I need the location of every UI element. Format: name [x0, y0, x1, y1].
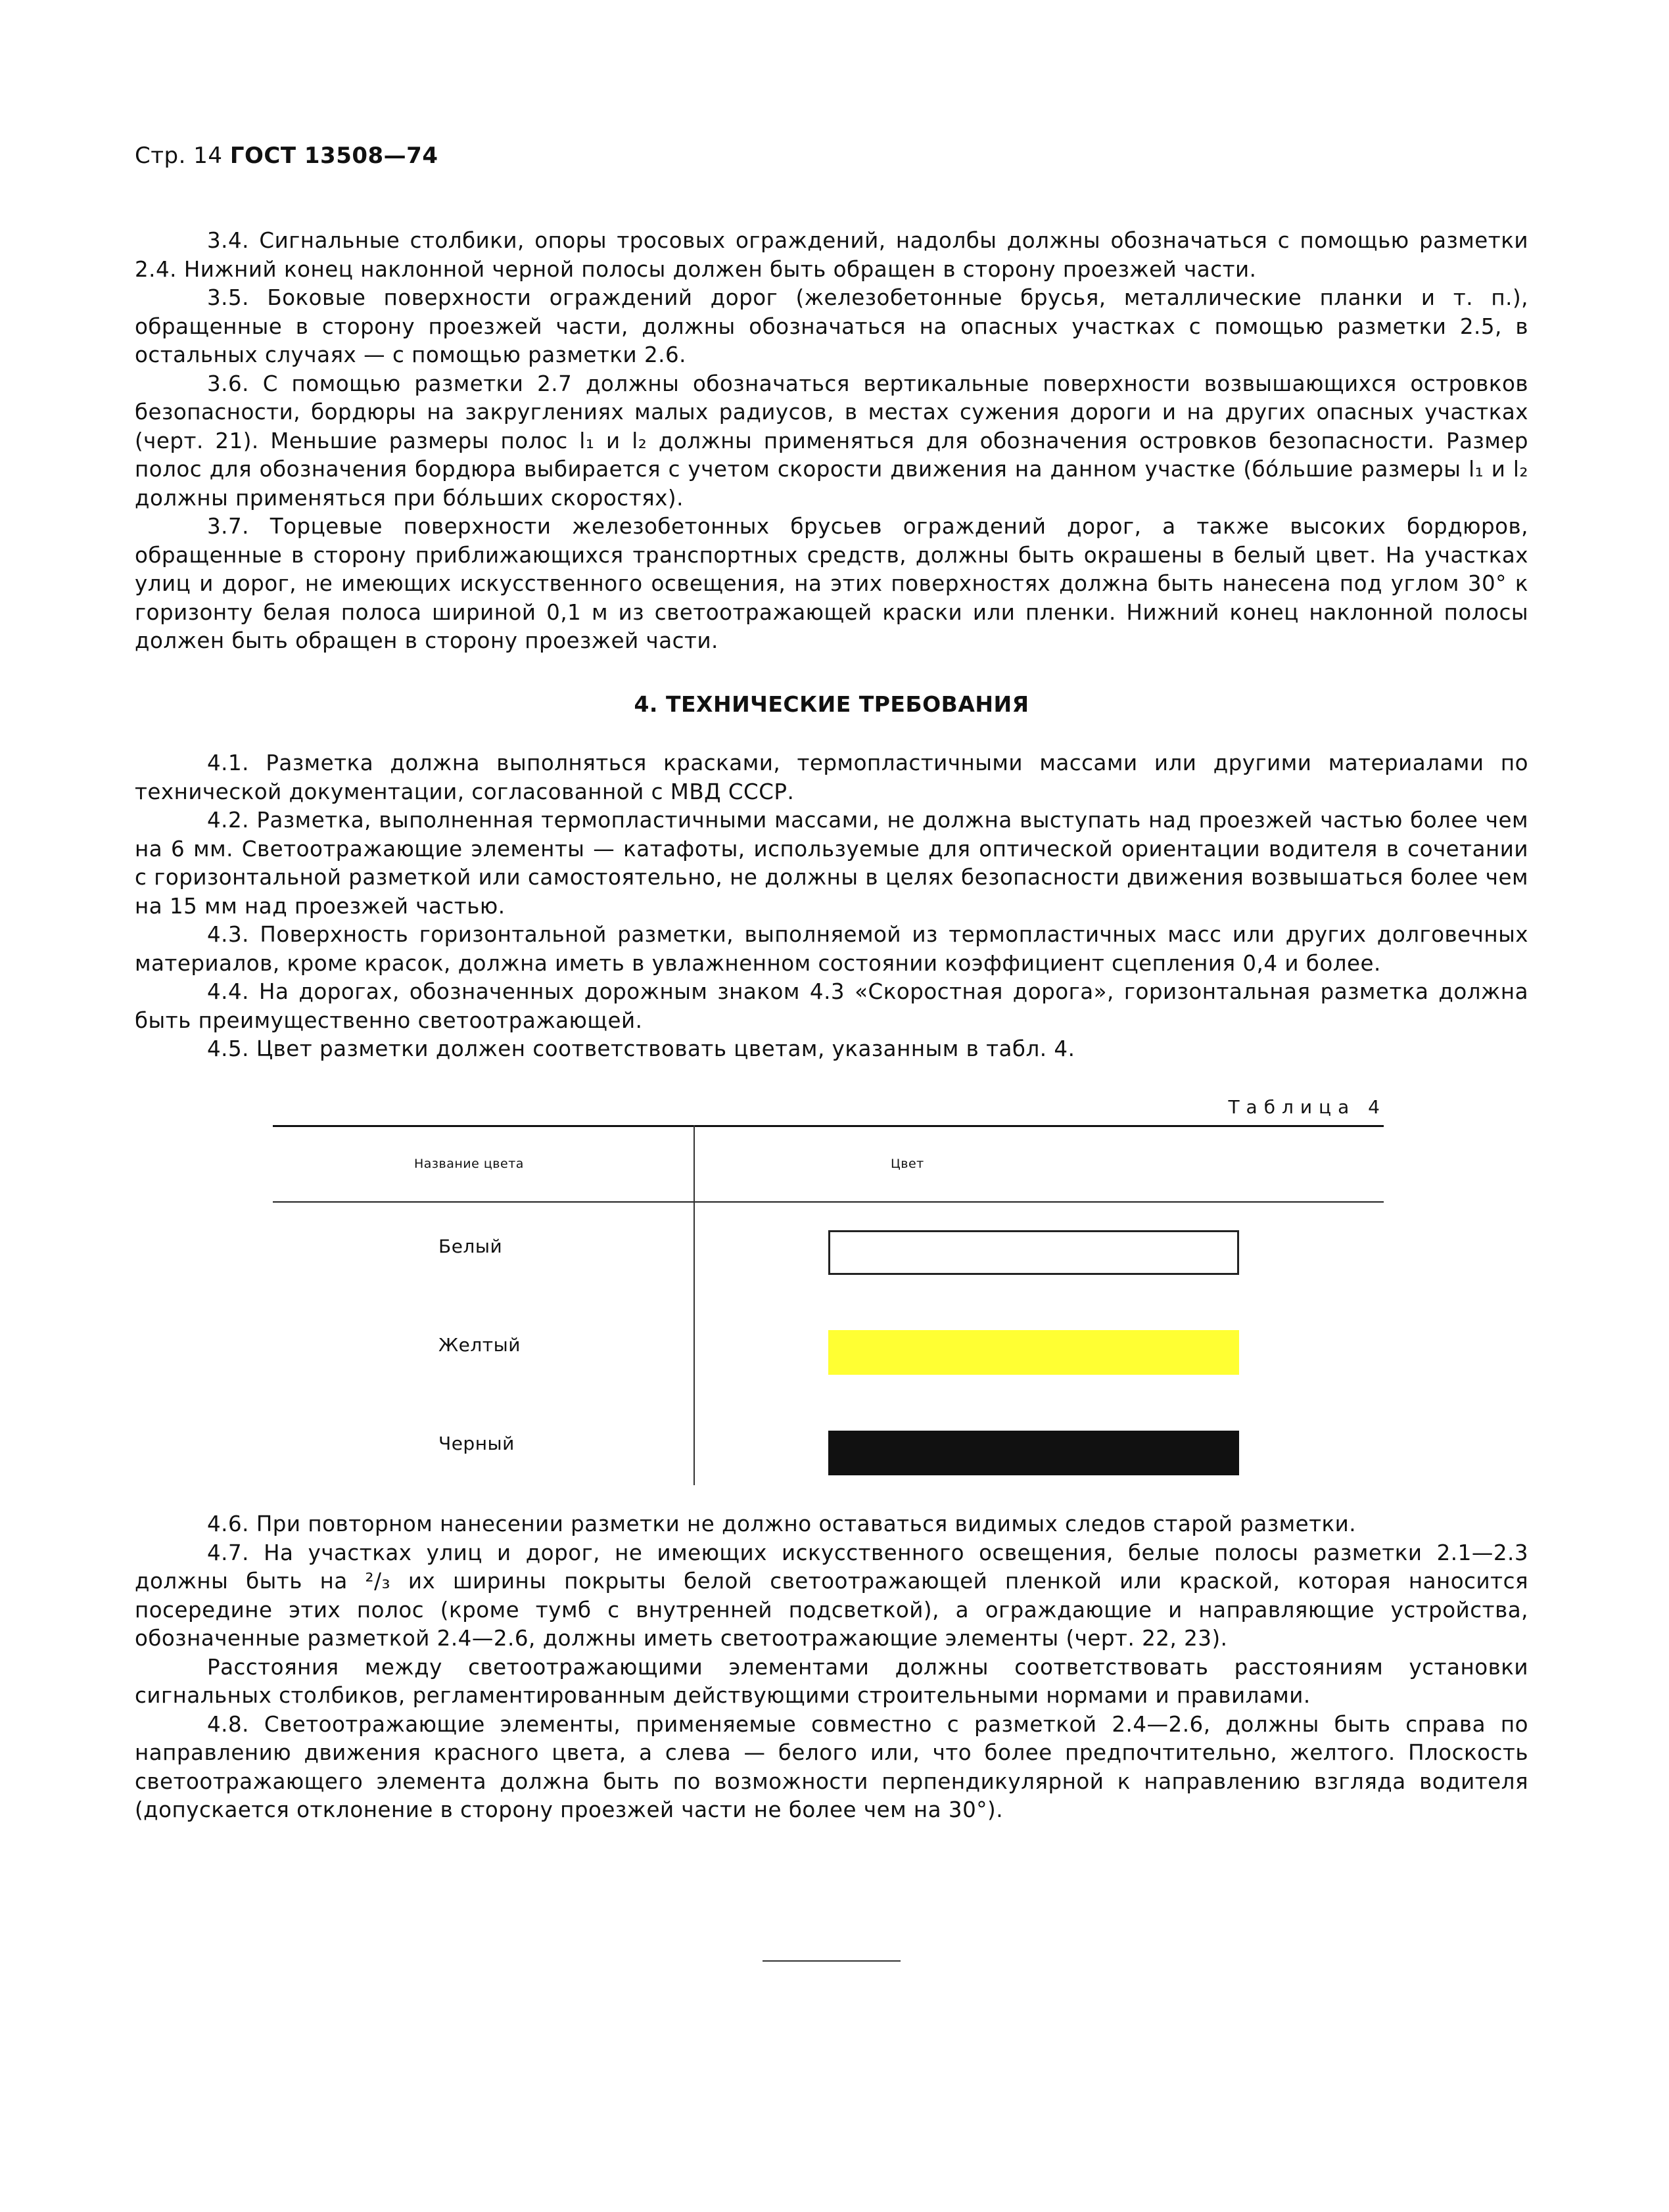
paragraph-4-6: 4.6. При повторном нанесении разметки не должно оставаться видимых следов старой разметки. — [207, 1511, 1357, 1536]
table-header-rule — [273, 1201, 1384, 1203]
paragraph-3-5: 3.5. Боковые поверхности ограждений дорог (железобетонные брусья, металлические планки и т. п.), обращенные в сторону проезжей части, должны обозначаться на опасных участках с помощью разметки 2.5, в остальных случаях — с помощью разметки 2.6. — [135, 285, 1528, 367]
text-block-section-4-cont — [135, 1510, 1528, 1825]
page-header — [135, 141, 438, 170]
text-block-section-3 — [135, 227, 1528, 656]
swatch-white — [828, 1230, 1239, 1275]
column-header-color: Цвет — [891, 1157, 924, 1171]
row-label-yellow: Желтый — [438, 1334, 521, 1356]
page-number: Стр. 14 — [135, 143, 230, 169]
text-block-section-4 — [135, 749, 1528, 1064]
swatch-yellow — [828, 1330, 1239, 1375]
column-header-name: Название цвета — [414, 1157, 524, 1171]
paragraph-4-3: 4.3. Поверхность горизонтальной разметки, выполняемой из термопластичных масс или других долговечных материалов, кроме красок, должна иметь в увлажненном состоянии коэффициент сцепления 0,4 и более. — [135, 922, 1528, 976]
paragraph-4-2: 4.2. Разметка, выполненная термопластичными массами, не должна выступать над проезжей частью более чем на 6 мм. Светоотражающие элементы — катафоты, используемые для оптической ориентации водителя в сочетании с горизонтальной разметкой или самостоятельно, не должны в целях безопасности движения возвышаться более чем на 15 мм над проезжей частью. — [135, 808, 1528, 919]
row-label-white: Белый — [438, 1235, 503, 1257]
paragraph-4-4: 4.4. На дорогах, обозначенных дорожным знаком 4.3 «Скоростная дорога», горизонтальная разметка должна быть преимущественно светоотражающей. — [135, 979, 1528, 1033]
section-title: 4. ТЕХНИЧЕСКИЕ ТРЕБОВАНИЯ — [634, 691, 1029, 717]
paragraph-3-7: 3.7. Торцевые поверхности железобетонных брусьев ограждений дорог, а также высоких бордюров, обращенные в сторону приближающихся транспортных средств, должны быть окрашены в белый цвет. На участках улиц и дорог, не имеющих искусственного освещения, на этих поверхностях должна быть нанесена под углом 30° к горизонту белая полоса шириной 0,1 м из светоотражающей краски или пленки. Нижний конец наклонной полосы должен быть обращен в сторону проезжей части. — [135, 514, 1528, 653]
table-column-divider — [693, 1125, 695, 1485]
color-table — [273, 1125, 1384, 1485]
paragraph-3-4: 3.4. Сигнальные столбики, опоры тросовых ограждений, надолбы должны обозначаться с помощью разметки 2.4. Нижний конец наклонной черной полосы должен быть обращен в сторону проезжей части. — [135, 228, 1528, 282]
paragraph-4-7: 4.7. На участках улиц и дорог, не имеющих искусственного освещения, белые полосы разметки 2.1—2.3 должны быть на ²/₃ их ширины покрыты белой светоотражающей пленкой или краской, которая наносится посередине этих полос (кроме тумб с внутренней подсветкой), а ограждающие и направляющие устройства, обозначенные разметкой 2.4—2.6, должны иметь светоотражающие элементы (черт. 22, 23). — [135, 1540, 1528, 1651]
paragraph-4-5: 4.5. Цвет разметки должен соответствовать цветам, указанным в табл. 4. — [207, 1036, 1075, 1061]
table-top-rule — [273, 1125, 1384, 1127]
paragraph-4-1: 4.1. Разметка должна выполняться красками, термопластичными массами или другими материалами по технической документации, согласованной с МВД СССР. — [135, 750, 1528, 804]
paragraph-3-6: 3.6. С помощью разметки 2.7 должны обозначаться вертикальные поверхности возвышающихся островков безопасности, бордюры на закруглениях малых радиусов, в местах сужения дороги и на других опасных участках (черт. 21). Меньшие размеры полос l₁ и l₂ должны применяться для обозначения островков безопасности. Размер полос для обозначения бордюра выбирается с учетом скорости движения на данном участке (бо́льшие размеры l₁ и l₂ должны применяться при бо́льших скоростях). — [135, 371, 1528, 511]
paragraph-4-7-cont: Расстояния между светоотражающими элементами должны соответствовать расстояниям установки сигнальных столбиков, регламентированным действующими строительными нормами и правилами. — [135, 1654, 1528, 1708]
swatch-black — [828, 1431, 1239, 1475]
end-rule — [763, 1960, 901, 1962]
standard-number: ГОСТ 13508—74 — [229, 143, 438, 169]
table-caption: Таблица 4 — [1228, 1096, 1386, 1118]
paragraph-4-8: 4.8. Светоотражающие элементы, применяемые совместно с разметкой 2.4—2.6, должны быть справа по направлению движения красного цвета, а слева — белого или, что более предпочтительно, желтого. Плоскость светоотражающего элемента должна быть по возможности перпендикулярной к направлению взгляда водителя (допускается отклонение в сторону проезжей части не более чем на 30°). — [135, 1711, 1528, 1822]
row-label-black: Черный — [438, 1433, 515, 1454]
